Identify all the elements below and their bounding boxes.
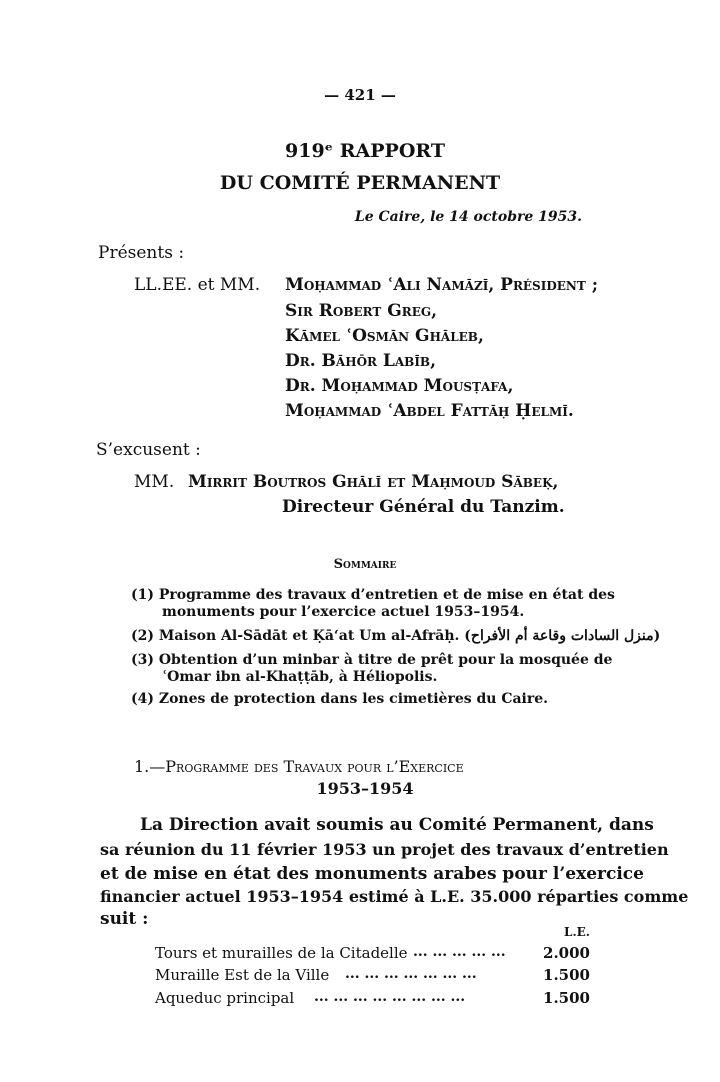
presents-prefix: LL.EE. et MM.	[134, 275, 261, 295]
sommaire-item-1: (1) Programme des travaux d’entretien et de mise en état des	[131, 587, 615, 603]
table-row-leader: ... ... ... ... ... ... ...	[345, 966, 477, 982]
sommaire-item-4: (4) Zones de protection dans les cimetières du Caire.	[131, 691, 549, 707]
table-row-label: Aqueduc principal	[155, 989, 295, 1007]
table-row-label: Tours et murailles de la Citadelle	[155, 944, 408, 962]
table-row-value: 1.500	[543, 989, 590, 1007]
sommaire-item-1-cont: monuments pour l’exercice actuel 1953–1954.	[162, 604, 525, 620]
sommaire-item-3-cont: ʿOmar ibn al-Khaṭṭāb, à Héliopolis.	[162, 669, 438, 685]
table-row-label: Muraille Est de la Ville	[155, 966, 330, 984]
paragraph-line: La Direction avait soumis au Comité Permanent, dans	[140, 815, 654, 835]
committee-title: DU COMITÉ PERMANENT	[219, 172, 501, 194]
present-member: Moḥammad ʿAbdel Fattāḥ Ḥelmī.	[285, 401, 574, 421]
paragraph-line: sa réunion du 11 février 1953 un projet des travaux d’entretien	[100, 840, 669, 859]
sommaire-item-3: (3) Obtention d’un minbar à titre de prêt pour la mosquée de	[131, 652, 613, 668]
table-row-leader: ... ... ... ... ... ... ... ...	[314, 989, 466, 1005]
excused-label: S’excusent :	[96, 440, 201, 460]
table-row-value: 2.000	[543, 944, 590, 962]
sommaire-item-2: (2) Maison Al-Sādāt et Ḳā‘at Um al-Afrāḥ. (منزل السادات وقاعة أم الأفراح)	[131, 628, 661, 644]
paragraph-line: suit :	[100, 909, 149, 929]
sommaire-heading: Sommaire	[333, 557, 397, 572]
report-title: 919ᵉ RAPPORT	[285, 140, 445, 162]
table-row-value: 1.500	[543, 966, 590, 984]
paragraph-line: financier actuel 1953–1954 estimé à L.E. 35.000 réparties comme	[100, 887, 689, 906]
present-member: Dr. Bāhōr Labīb,	[285, 351, 436, 371]
table-row-leader: ... ... ... ... ...	[413, 944, 506, 960]
present-member: Kāmel ʿOsmān Ghāleb,	[285, 326, 484, 346]
present-member: Moḥammad ʿAli Namāzī, Président ;	[285, 275, 598, 295]
excused-members: Mirrit Boutros Ghālī et Maḥmoud Sābeḳ,	[188, 472, 559, 492]
page-number: — 421 —	[324, 86, 396, 104]
presents-label: Présents :	[98, 243, 185, 263]
paragraph-line: et de mise en état des monuments arabes pour l’exercice	[100, 864, 644, 884]
section-heading-years: 1953–1954	[316, 779, 414, 798]
section-heading: 1.—Programme des Travaux pour l’Exercice	[134, 757, 464, 776]
excused-title: Directeur Général du Tanzim.	[282, 497, 565, 517]
present-member: Dr. Moḥammad Mousṭafa,	[285, 376, 514, 396]
present-member: Sir Robert Greg,	[285, 301, 438, 321]
dateline: Le Caire, le 14 octobre 1953.	[354, 209, 582, 225]
currency-header: L.E.	[564, 925, 590, 939]
excused-prefix: MM.	[134, 472, 175, 492]
